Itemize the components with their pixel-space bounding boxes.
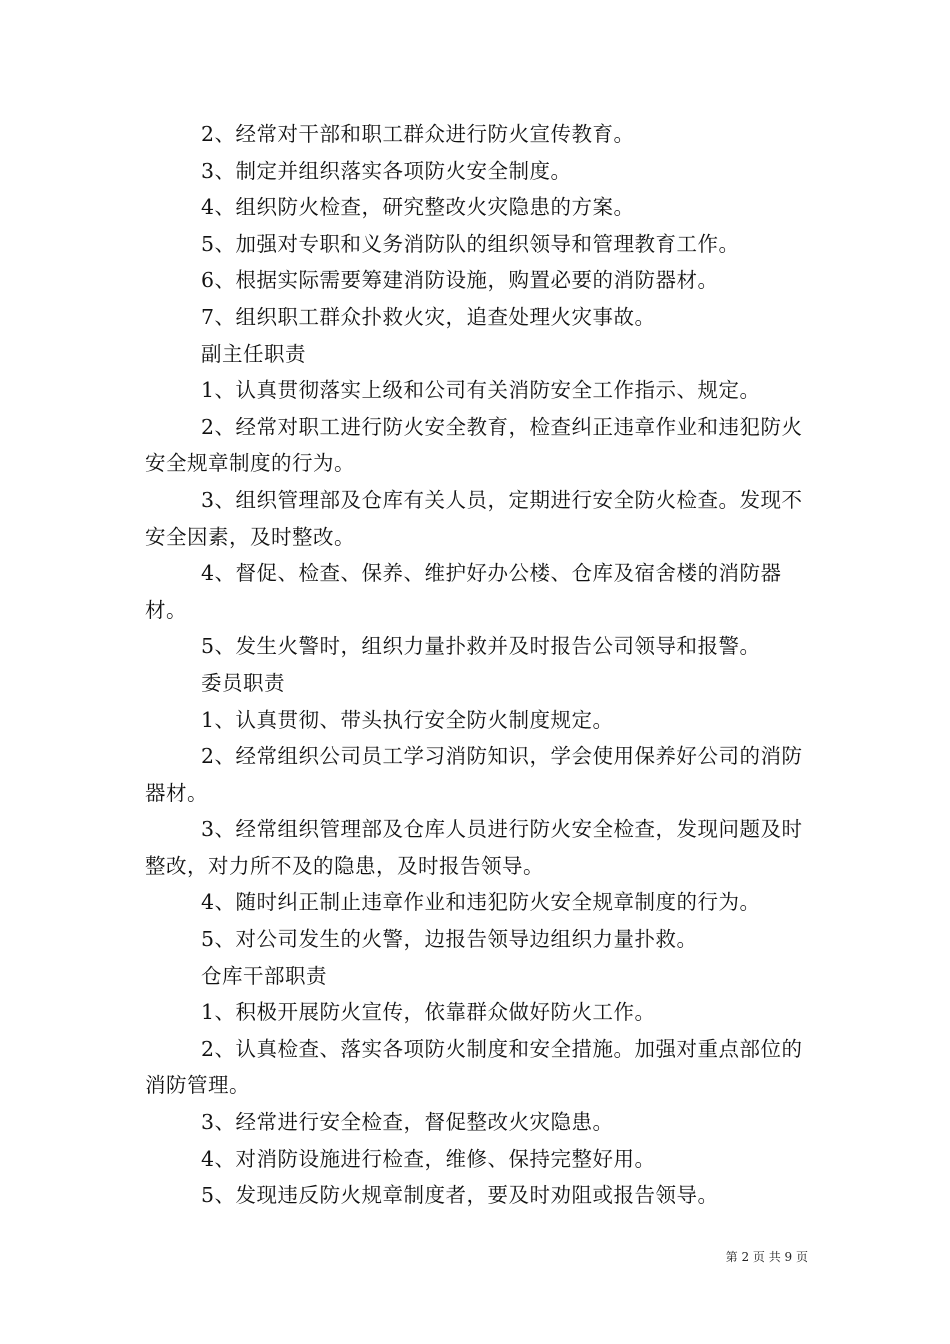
list-item: 6、根据实际需要筹建消防设施，购置必要的消防器材。 [201,268,719,293]
list-item: 3、经常组织管理部及仓库人员进行防火安全检查，发现问题及时整改，对力所不及的隐患，及时报告领导。 [145,817,803,878]
document-body [145,116,810,1214]
list-item: 5、加强对专职和义务消防队的组织领导和管理教育工作。 [201,231,740,256]
list-item: 2、经常组织公司员工学习消防知识，学会使用保养好公司的消防器材。 [145,744,803,805]
list-item: 3、经常进行安全检查，督促整改火灾隐患。 [201,1110,614,1135]
list-item: 3、制定并组织落实各项防火安全制度。 [201,158,572,183]
list-item: 1、认真贯彻、带头执行安全防火制度规定。 [201,707,614,732]
list-item: 7、组织职工群众扑救火灾，追查处理火灾事故。 [201,304,656,329]
list-item: 2、经常对职工进行防火安全教育，检查纠正违章作业和违犯防火安全规章制度的行为。 [145,414,803,476]
list-item: 1、认真贯彻落实上级和公司有关消防安全工作指示、规定。 [201,378,761,403]
section-heading-warehouse-cadre: 仓库干部职责 [201,963,327,988]
section-heading-deputy-director: 副主任职责 [201,341,306,366]
list-item: 4、随时纠正制止违章作业和违犯防火安全规章制度的行为。 [201,890,761,915]
list-item: 4、对消防设施进行检查，维修、保持完整好用。 [201,1146,656,1171]
page-number-footer: 第 2 页 共 9 页 [725,1250,808,1264]
list-item: 5、发现违反防火规章制度者，要及时劝阻或报告领导。 [201,1183,719,1208]
list-item: 2、认真检查、落实各项防火制度和安全措施。加强对重点部位的消防管理。 [145,1036,803,1098]
list-item: 4、组织防火检查，研究整改火灾隐患的方案。 [201,195,635,220]
list-item: 2、经常对干部和职工群众进行防火宣传教育。 [201,122,635,146]
list-item: 5、对公司发生的火警，边报告领导边组织力量扑救。 [201,927,698,952]
list-item: 1、积极开展防火宣传，依靠群众做好防火工作。 [201,1000,656,1025]
list-item: 3、组织管理部及仓库有关人员，定期进行安全防火检查。发现不安全因素，及时整改。 [145,487,803,549]
section-heading-committee-member: 委员职责 [201,670,285,695]
list-item: 5、发生火警时，组织力量扑救并及时报告公司领导和报警。 [201,634,761,659]
list-item: 4、督促、检查、保养、维护好办公楼、仓库及宿舍楼的消防器材。 [145,561,782,622]
